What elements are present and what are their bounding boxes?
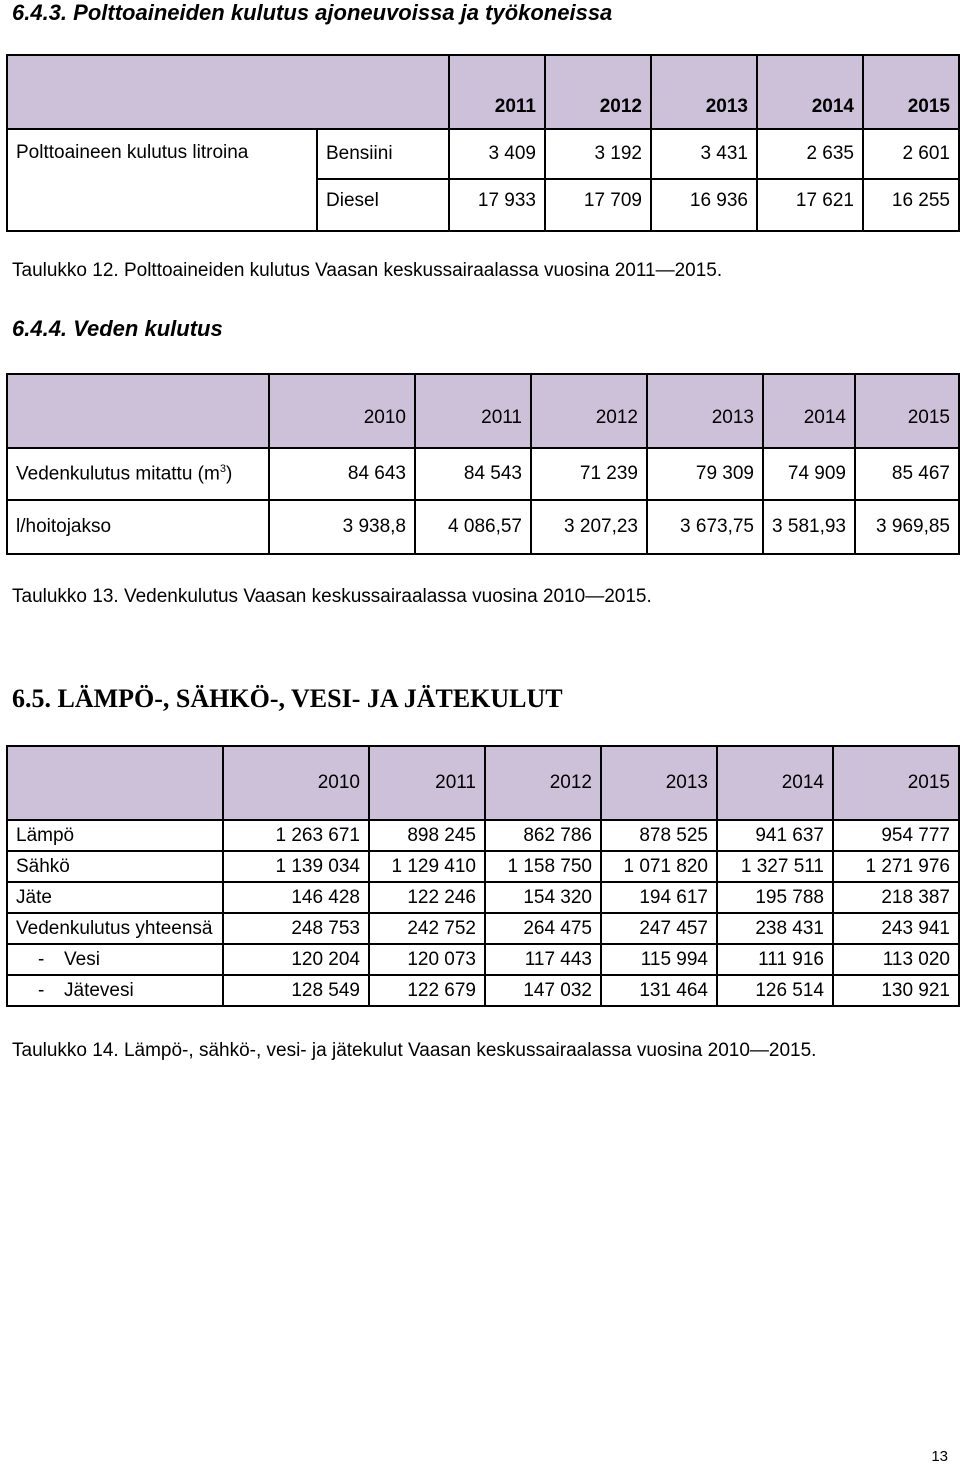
table-cell: 264 475 <box>485 913 601 944</box>
table-cell: 1 158 750 <box>485 851 601 882</box>
table-cell: 898 245 <box>369 820 485 851</box>
table-cell: 16 936 <box>651 179 757 231</box>
section-title-fuel: 6.4.3. Polttoaineiden kulutus ajoneuvoissa ja työkoneissa <box>12 0 613 25</box>
table-corner-cell <box>7 55 449 129</box>
table-cell: 71 239 <box>531 448 647 500</box>
table-header-row <box>7 55 959 129</box>
year-header: 2012 <box>545 55 651 129</box>
table-cell: 117 443 <box>485 944 601 975</box>
table-cell: 1 129 410 <box>369 851 485 882</box>
year-header: 2012 <box>485 746 601 820</box>
table-cell: 79 309 <box>647 448 763 500</box>
table-row <box>7 913 959 944</box>
year-header: 2011 <box>369 746 485 820</box>
table-cell: 128 549 <box>223 975 369 1006</box>
table-cell: 248 753 <box>223 913 369 944</box>
table-cell: 3 431 <box>651 129 757 179</box>
table-row <box>7 448 959 500</box>
list-dash: - <box>38 948 45 970</box>
table-row <box>7 820 959 851</box>
table-corner-cell <box>7 746 223 820</box>
table-cell: 146 428 <box>223 882 369 913</box>
table-cell: 1 263 671 <box>223 820 369 851</box>
row-label-text: Jätevesi <box>64 979 134 1001</box>
row-label-text: Vedenkulutus mitattu (m <box>16 463 220 485</box>
row-label <box>7 944 223 975</box>
superscript: 3 <box>219 462 226 475</box>
list-dash: - <box>38 979 45 1001</box>
row-group-label: Polttoaineen kulutus litroina <box>7 129 317 231</box>
table-cell: 4 086,57 <box>415 500 531 554</box>
table-header-row <box>7 374 959 448</box>
table-row <box>7 975 959 1006</box>
table-cell: 74 909 <box>763 448 855 500</box>
table-row <box>7 882 959 913</box>
year-header: 2014 <box>717 746 833 820</box>
year-header: 2015 <box>855 374 959 448</box>
fuel-consumption-table <box>6 54 960 232</box>
table-cell: 130 921 <box>833 975 959 1006</box>
table-cell: 243 941 <box>833 913 959 944</box>
row-label-text: Vesi <box>64 948 100 970</box>
table-cell: 131 464 <box>601 975 717 1006</box>
table-row <box>7 500 959 554</box>
table-cell: 3 207,23 <box>531 500 647 554</box>
table-cell: 218 387 <box>833 882 959 913</box>
year-header: 2014 <box>757 55 863 129</box>
year-header: 2010 <box>269 374 415 448</box>
year-header: 2015 <box>863 55 959 129</box>
table-cell: 3 581,93 <box>763 500 855 554</box>
table-cell: 120 073 <box>369 944 485 975</box>
page-number: 13 <box>931 1448 948 1465</box>
table-cell: 3 409 <box>449 129 545 179</box>
table-cell: 878 525 <box>601 820 717 851</box>
row-label: Vedenkulutus yhteensä <box>7 913 223 944</box>
table-cell: 195 788 <box>717 882 833 913</box>
table-cell: 1 071 820 <box>601 851 717 882</box>
table-cell: 1 139 034 <box>223 851 369 882</box>
table-caption: Taulukko 12. Polttoaineiden kulutus Vaasan keskussairaalassa vuosina 2011—2015. <box>12 260 723 281</box>
row-label: Sähkö <box>7 851 223 882</box>
table-row <box>7 129 959 179</box>
year-header: 2014 <box>763 374 855 448</box>
table-cell: 120 204 <box>223 944 369 975</box>
table-cell: 3 192 <box>545 129 651 179</box>
table-cell: 147 032 <box>485 975 601 1006</box>
table-cell: 954 777 <box>833 820 959 851</box>
row-label: Bensiini <box>317 129 449 179</box>
year-header: 2013 <box>601 746 717 820</box>
year-header: 2011 <box>449 55 545 129</box>
table-cell: 115 994 <box>601 944 717 975</box>
row-label-end: ) <box>225 463 233 485</box>
table-cell: 1 271 976 <box>833 851 959 882</box>
table-cell: 84 543 <box>415 448 531 500</box>
table-cell: 16 255 <box>863 179 959 231</box>
row-label: Lämpö <box>7 820 223 851</box>
row-label <box>7 448 269 500</box>
table-cell: 194 617 <box>601 882 717 913</box>
year-header: 2015 <box>833 746 959 820</box>
table-cell: 238 431 <box>717 913 833 944</box>
table-cell: 154 320 <box>485 882 601 913</box>
table-cell: 862 786 <box>485 820 601 851</box>
table-row <box>7 944 959 975</box>
year-header: 2013 <box>651 55 757 129</box>
table-cell: 3 969,85 <box>855 500 959 554</box>
table-header-row <box>7 746 959 820</box>
year-header: 2012 <box>531 374 647 448</box>
year-header: 2013 <box>647 374 763 448</box>
water-consumption-table <box>6 373 960 555</box>
table-cell: 122 246 <box>369 882 485 913</box>
section-title-water: 6.4.4. Veden kulutus <box>12 316 223 341</box>
table-cell: 17 933 <box>449 179 545 231</box>
table-cell: 3 938,8 <box>269 500 415 554</box>
table-cell: 247 457 <box>601 913 717 944</box>
table-row <box>7 851 959 882</box>
row-label <box>7 975 223 1006</box>
year-header: 2011 <box>415 374 531 448</box>
table-cell: 941 637 <box>717 820 833 851</box>
table-cell: 84 643 <box>269 448 415 500</box>
table-cell: 85 467 <box>855 448 959 500</box>
table-cell: 1 327 511 <box>717 851 833 882</box>
costs-table <box>6 745 960 1007</box>
table-cell: 111 916 <box>717 944 833 975</box>
year-header: 2010 <box>223 746 369 820</box>
row-label: l/hoitojakso <box>7 500 269 554</box>
table-cell: 2 601 <box>863 129 959 179</box>
table-cell: 122 679 <box>369 975 485 1006</box>
table-cell: 113 020 <box>833 944 959 975</box>
table-cell: 242 752 <box>369 913 485 944</box>
table-cell: 126 514 <box>717 975 833 1006</box>
row-label: Diesel <box>317 179 449 231</box>
table-cell: 17 709 <box>545 179 651 231</box>
table-caption: Taulukko 14. Lämpö-, sähkö-, vesi- ja jätekulut Vaasan keskussairaalassa vuosina 2010—2015. <box>12 1040 817 1061</box>
row-label: Jäte <box>7 882 223 913</box>
table-cell: 3 673,75 <box>647 500 763 554</box>
table-cell: 2 635 <box>757 129 863 179</box>
table-cell: 17 621 <box>757 179 863 231</box>
section-title-costs: 6.5. LÄMPÖ-, SÄHKÖ-, VESI- JA JÄTEKULUT <box>12 684 563 713</box>
table-caption: Taulukko 13. Vedenkulutus Vaasan keskussairaalassa vuosina 2010—2015. <box>12 586 652 607</box>
table-corner-cell <box>7 374 269 448</box>
